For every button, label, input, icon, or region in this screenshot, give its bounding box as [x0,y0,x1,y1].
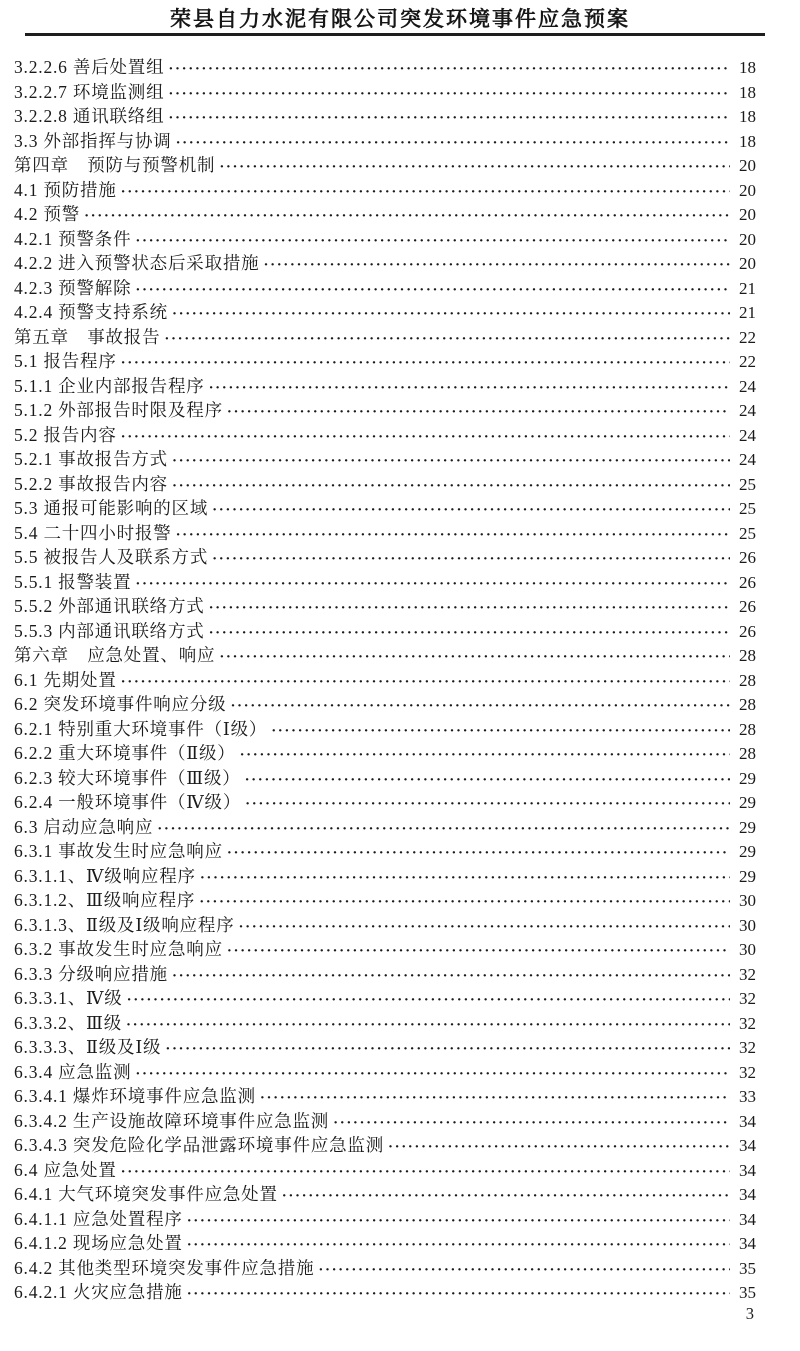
toc-entry-page: 29 [739,793,756,812]
dot-leader [187,1207,730,1234]
dot-leader [187,1231,730,1258]
dot-leader [172,447,730,474]
toc-entry [14,1109,756,1134]
toc-entry [14,839,756,864]
toc-entry-page: 34 [739,1185,756,1204]
toc-entry-page: 24 [739,425,756,445]
toc-entry [14,325,756,350]
toc-entry-label: 6.3.1 事故发生时应急响应 [14,841,223,861]
dot-leader [121,423,730,450]
toc-entry [14,80,756,105]
toc-entry-page: 22 [739,327,756,347]
dot-leader [260,1084,730,1111]
toc-entry-page: 25 [739,499,756,518]
toc-entry [14,668,756,693]
dot-leader [84,202,730,229]
toc-entry-page: 20 [739,205,756,224]
dot-leader [135,570,730,597]
toc-entry-label: 5.5 被报告人及联系方式 [14,547,209,567]
dot-leader [126,1011,730,1038]
toc-entry [14,496,756,521]
toc-entry-page: 26 [739,597,756,616]
toc-entry-page: 32 [739,1013,756,1033]
toc-entry-label: 5.2.1 事故报告方式 [14,449,168,469]
toc-entry-page: 32 [739,1038,756,1057]
dot-leader [212,496,730,523]
toc-entry-page: 28 [739,670,756,690]
toc-entry-page: 29 [739,842,756,861]
toc-entry-page: 29 [739,768,756,788]
toc-entry-label: 6.3 启动应急响应 [14,816,154,837]
toc-entry-label: 6.2.3 较大环境事件（Ⅲ级） [14,767,241,788]
dot-leader [212,545,730,572]
toc-entry [14,962,756,987]
dot-leader [209,594,730,621]
toc-entry [14,913,756,938]
toc-entry-label: 6.2.4 一般环境事件（Ⅳ级） [14,792,242,812]
toc-entry [14,472,756,497]
toc-entry [14,594,756,619]
toc-entry-label: 4.2.3 预警解除 [14,277,132,298]
toc-entry [14,864,756,889]
toc-entry-label: 6.4.2 其他类型环境突发事件应急措施 [14,1257,315,1278]
toc-entry-page: 21 [739,278,756,298]
toc-entry-page: 20 [739,180,756,200]
toc-entry [14,251,756,276]
toc-entry [14,717,756,742]
toc-entry-label: 6.3.1.1、Ⅳ级响应程序 [14,865,196,886]
toc-entry-page: 32 [739,1062,756,1082]
toc-entry-page: 18 [739,131,756,151]
toc-entry [14,692,756,717]
toc-entry-page: 18 [739,58,756,77]
toc-entry [14,545,756,570]
toc-entry-label: 5.1 报告程序 [14,351,117,371]
toc-entry [14,1207,756,1232]
toc-entry [14,888,756,913]
toc-entry [14,1060,756,1085]
toc-entry-page: 24 [739,376,756,396]
toc-entry [14,1182,756,1207]
toc-entry-page: 26 [739,621,756,641]
toc-entry [14,1280,756,1305]
toc-entry-page: 20 [739,156,756,175]
document-title: 荣县自力水泥有限公司突发环境事件应急预案 [170,7,630,31]
dot-leader [219,153,730,180]
toc-entry-page: 21 [739,303,756,322]
toc-entry [14,986,756,1011]
toc-entry-page: 22 [739,352,756,371]
toc-entry-page: 32 [739,964,756,984]
dot-leader [271,717,730,744]
toc-entry-label: 4.2.2 进入预警状态后采取措施 [14,253,260,273]
toc-entry-page: 20 [739,254,756,273]
dot-leader [165,1035,730,1062]
toc-entry-label: 6.3.3.3、Ⅱ级及Ⅰ级 [14,1037,162,1057]
dot-leader [282,1182,730,1209]
dot-leader [227,937,730,964]
toc-entry [14,178,756,203]
toc-entry-label: 5.3 通报可能影响的区域 [14,498,209,518]
toc-entry [14,1256,756,1281]
toc-entry-label: 6.2 突发环境事件响应分级 [14,694,227,714]
toc-entry-label: 6.3.3 分级响应措施 [14,963,168,984]
toc-entry-page: 33 [739,1087,756,1106]
toc-entry [14,521,756,546]
toc-entry-label: 4.1 预防措施 [14,179,117,200]
dot-leader [388,1133,730,1160]
toc-entry-label: 5.1.1 企业内部报告程序 [14,375,205,396]
dot-leader [172,472,730,499]
toc-entry-label: 5.4 二十四小时报警 [14,522,172,543]
dot-leader [240,741,730,768]
dot-leader [227,839,730,866]
toc-entry-page: 29 [739,817,756,837]
toc-entry [14,570,756,595]
toc-entry-label: 5.1.2 外部报告时限及程序 [14,400,223,420]
toc-entry-page: 30 [739,891,756,910]
toc-entry [14,374,756,399]
toc-entry-page: 25 [739,523,756,543]
toc-entry [14,398,756,423]
toc-entry [14,766,756,791]
toc-entry-label: 6.3.4.3 突发危险化学品泄露环境事件应急监测 [14,1135,384,1155]
header-rule [25,33,765,36]
toc-entry-page: 32 [739,989,756,1008]
toc-entry [14,937,756,962]
toc-entry [14,104,756,129]
toc-entry-page: 29 [739,866,756,886]
toc-entry-page: 25 [739,474,756,494]
toc-entry-label: 5.5.3 内部通讯联络方式 [14,620,205,641]
dot-leader [199,888,730,915]
toc-entry [14,1231,756,1256]
toc-entry-page: 24 [739,450,756,469]
toc-entry-label: 3.2.2.7 环境监测组 [14,81,165,102]
dot-leader [219,643,730,670]
dot-leader [135,227,730,254]
toc-entry-label: 6.4.1 大气环境突发事件应急处置 [14,1184,278,1204]
toc-entry [14,129,756,154]
toc-entry [14,300,756,325]
toc-entry [14,1011,756,1036]
toc-entry-page: 28 [739,695,756,714]
dot-leader [121,178,730,205]
dot-leader [121,1158,730,1185]
dot-leader [127,986,730,1013]
toc-entry-page: 18 [739,107,756,126]
toc-entry-page: 34 [739,1160,756,1180]
toc-entry-page: 30 [739,940,756,959]
toc-entry [14,227,756,252]
toc-entry-page: 34 [739,1234,756,1253]
toc-entry-page: 34 [739,1111,756,1131]
toc-entry-label: 5.5.2 外部通讯联络方式 [14,596,205,616]
dot-leader [172,300,730,327]
toc-entry-label: 3.2.2.6 善后处置组 [14,57,165,77]
dot-leader [230,692,730,719]
toc-entry-label: 3.2.2.8 通讯联络组 [14,106,165,126]
toc-entry [14,1158,756,1183]
dot-leader [176,521,730,548]
toc-entry-label: 6.3.4.1 爆炸环境事件应急监测 [14,1086,256,1106]
dot-leader [164,325,730,352]
toc-entry-page: 28 [739,646,756,665]
dot-leader [239,913,730,940]
dot-leader [209,374,730,401]
toc-entry-label: 4.2 预警 [14,204,81,224]
toc-entry-page: 34 [739,1209,756,1229]
toc-entry-label: 第四章 预防与预警机制 [14,155,216,175]
dot-leader [200,864,730,891]
page-number: 3 [745,1304,754,1323]
toc-entry-label: 6.4.1.2 现场应急处置 [14,1233,183,1253]
dot-leader [135,1060,730,1087]
toc-entry-label: 6.3.3.2、Ⅲ级 [14,1012,123,1033]
dot-leader [318,1256,730,1283]
toc-entry-label: 6.3.4 应急监测 [14,1061,132,1082]
toc-entry-label: 6.3.4.2 生产设施故障环境事件应急监测 [14,1110,330,1131]
toc-entry [14,1035,756,1060]
toc-entry-label: 5.5.1 报警装置 [14,571,132,592]
toc-entry-label: 6.2.1 特别重大环境事件（Ⅰ级） [14,718,268,739]
toc-entry-label: 6.3.1.3、Ⅱ级及Ⅰ级响应程序 [14,914,235,935]
toc-entry-label: 第六章 应急处置、响应 [14,645,216,665]
dot-leader [121,668,730,695]
dot-leader [333,1109,730,1136]
dot-leader [168,80,730,107]
toc-entry [14,1133,756,1158]
toc-entry-label: 3.3 外部指挥与协调 [14,130,172,151]
toc-entry-label: 6.2.2 重大环境事件（Ⅱ级） [14,743,236,763]
dot-leader [263,251,730,278]
toc-entry-label: 6.4.1.1 应急处置程序 [14,1208,183,1229]
dot-leader [187,1280,730,1307]
dot-leader [227,398,730,425]
toc-list [14,55,756,1305]
toc-entry-page: 28 [739,744,756,763]
dot-leader [176,129,730,156]
dot-leader [245,766,730,793]
dot-leader [209,619,730,646]
toc-entry-page: 30 [739,915,756,935]
toc-entry-page: 28 [739,719,756,739]
toc-entry-label: 5.2 报告内容 [14,424,117,445]
toc-entry-page: 24 [739,401,756,420]
toc-entry [14,276,756,301]
toc-entry-label: 5.2.2 事故报告内容 [14,473,168,494]
toc-entry [14,153,756,178]
toc-entry [14,643,756,668]
toc-entry [14,447,756,472]
toc-entry-label: 6.3.1.2、Ⅲ级响应程序 [14,890,196,910]
toc-entry-label: 6.1 先期处置 [14,669,117,690]
dot-leader [157,815,730,842]
toc-entry [14,619,756,644]
dot-leader [121,349,730,376]
dot-leader [168,104,730,131]
toc-entry [14,741,756,766]
toc-entry-page: 18 [739,82,756,102]
toc-entry-label: 6.4 应急处置 [14,1159,117,1180]
toc-entry [14,1084,756,1109]
toc-entry [14,202,756,227]
toc-entry-page: 26 [739,572,756,592]
dot-leader [245,790,730,817]
toc-entry-label: 4.2.1 预警条件 [14,228,132,249]
toc-entry-label: 第五章 事故报告 [14,326,161,347]
toc-entry [14,815,756,840]
toc-entry [14,423,756,448]
toc-entry-label: 6.4.2.1 火灾应急措施 [14,1282,183,1302]
toc-entry [14,790,756,815]
toc-entry-page: 35 [739,1283,756,1302]
toc-entry [14,55,756,80]
toc-entry-label: 6.3.3.1、Ⅳ级 [14,988,123,1008]
toc-entry-page: 34 [739,1136,756,1155]
toc-entry-label: 6.3.2 事故发生时应急响应 [14,939,223,959]
dot-leader [172,962,730,989]
toc-entry-page: 35 [739,1258,756,1278]
dot-leader [135,276,730,303]
toc-entry-label: 4.2.4 预警支持系统 [14,302,168,322]
toc-entry-page: 20 [739,229,756,249]
dot-leader [168,55,730,82]
toc-entry-page: 26 [739,548,756,567]
toc-entry [14,349,756,374]
